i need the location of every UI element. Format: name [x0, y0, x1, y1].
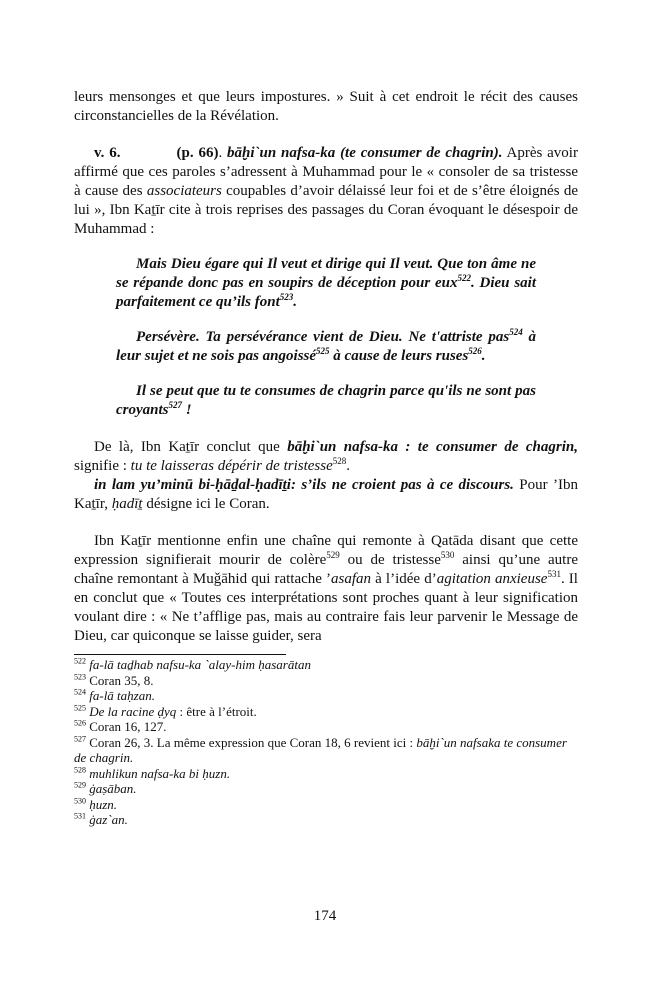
footnote-number: 523 [74, 672, 86, 682]
footnote-ref[interactable]: 531 [547, 569, 561, 579]
footnote [74, 688, 578, 704]
footnote-ref[interactable]: 526 [468, 346, 482, 356]
quote-text: . Dieu sait parfaitement ce qu’ils font [116, 275, 536, 310]
footnote [74, 657, 578, 673]
paragraph-verse-6 [74, 144, 578, 239]
quote-text: Persévère. Ta persévérance vient de Dieu. Ne t'attriste pas [136, 329, 510, 345]
paragraph-text: . [346, 458, 350, 474]
footnote-ref[interactable]: 525 [316, 346, 330, 356]
footnote-number: 527 [74, 734, 86, 744]
page-content [74, 88, 578, 828]
paragraph-text: Pour ’Ibn Kaṯīr, [74, 477, 578, 512]
quote-text: Mais Dieu égare qui Il veut et dirige qui Il veut. Que ton âme ne se répande donc pas en soupirs de déception pour eux [116, 256, 536, 291]
paragraph-text: à l’idée d’ [371, 571, 437, 587]
footnote-number: 528 [74, 765, 86, 775]
footnote-number: 525 [74, 703, 86, 713]
footnote-text: muhlikun nafsa-ka bi ḥuzn. [89, 765, 231, 781]
paragraph-text: . Il en conclut que « Toutes ces interprétations sont proches quant à leur signification voulant dire : « Ne t’afflige pas, mais au contraire fais leur parvenir le Message de Dieu, car quiconque se laisse guider, sera [74, 571, 578, 644]
footnote-text: Coran 16, 127. [89, 719, 167, 734]
paragraph-text: ainsi qu’une autre chaîne remontant à Muǧāhid qui rattache ’ [74, 552, 578, 587]
footnote [74, 673, 578, 689]
footnote-divider [74, 654, 286, 655]
gloss: tu te laisseras dépérir de tristesse [130, 458, 333, 474]
footnote-text: fa-lā taḏhab nafsu-ka `alay-him ḥasarātan [89, 657, 311, 672]
paragraph-text: ou de tristesse [339, 552, 441, 568]
footnote-text: ġaz`an. [89, 812, 128, 827]
footnote [74, 766, 578, 782]
footnote-ref[interactable]: 529 [326, 550, 340, 560]
footnote-text: Coran 35, 8. [89, 672, 154, 688]
footnote-ref[interactable]: 524 [509, 327, 523, 337]
quote-3 [116, 382, 536, 420]
footnote [74, 719, 578, 735]
footnote-number: 522 [74, 656, 86, 666]
paragraph-text: désigne ici le Coran. [142, 496, 270, 512]
verse-label: v. 6. [94, 145, 121, 161]
paragraph-text: De là, Ibn Kaṯīr conclut que [94, 439, 288, 455]
quote-text: . [481, 348, 486, 364]
footnote [74, 812, 578, 828]
associateurs-term: associateurs [146, 183, 222, 199]
quote-text: Il se peut que tu te consumes de chagrin parce qu'ils ne sont pas croyants [116, 383, 536, 418]
paragraph-text: signifie : [74, 458, 131, 474]
footnote-ref[interactable]: 522 [457, 273, 471, 283]
paragraph-1: leurs mensonges et que leurs impostures. » Suit à cet endroit le récit des causes circonstancielles de la Révélation. [74, 89, 578, 124]
separator: . [218, 145, 228, 161]
footnote-text: bāḫi`un nafsaka te consumer de chagrin. [74, 734, 567, 765]
quote-1 [116, 255, 536, 312]
quote-2 [116, 328, 536, 366]
term-agitation: agitation anxieuse [436, 571, 548, 587]
footnote-number: 526 [74, 718, 86, 728]
footnote-ref[interactable]: 527 [168, 400, 182, 410]
footnote-ref[interactable]: 523 [279, 292, 294, 302]
paragraph-text: Après avoir affirmé que ces paroles s’adressent à Muhammad pour le « consoler de sa tristesse à cause des [74, 145, 578, 199]
footnote-text: Coran 26, 3. La même expression que Coran 18, 6 revient ici : [89, 734, 417, 750]
footnote [74, 704, 578, 720]
paragraph-text: coupables d’avoir délaissé leur foi et de s’être éloignés de lui », Ibn Kaṯīr cite à trois reprises des passages du Coran évoquant le désespoir de Muhammad : [74, 183, 579, 237]
footnote-text: ġaṣāban. [89, 781, 137, 796]
footnote-text: : être à l’étroit. [176, 703, 257, 719]
footnote-number: 529 [74, 780, 86, 790]
paragraph-conclusion [74, 438, 578, 514]
page-number: 174 [313, 908, 337, 924]
verse-title: bāḫi`un nafsa-ka (te consumer de chagrin). [227, 145, 503, 161]
footnote-number: 524 [74, 687, 86, 697]
footnote [74, 797, 578, 813]
footnote-text: fa-lā taḥzan. [89, 688, 155, 703]
paragraph-text: Ibn Kaṯīr mentionne enfin une chaîne qui remonte à Qatāda disant que cette expression signifierait mourir de colère [74, 533, 578, 568]
footnote-number: 531 [74, 811, 86, 821]
term-in-lam: in lam yu’minū bi-ḥāḏal-ḥadīṯi: s’ils ne croient pas à ce discours. [94, 477, 514, 493]
term-hadit: ḥadīṯ [111, 496, 143, 512]
term-bahi: bāḫi`un nafsa-ka : te consumer de chagrin, [287, 439, 578, 455]
footnote [74, 781, 578, 797]
footnote-text: De la racine ḍyq [89, 703, 177, 719]
paragraph-final [74, 532, 578, 646]
quote-text: . [293, 294, 297, 310]
footnotes [74, 657, 578, 828]
term-asafan: asafan [331, 571, 372, 587]
footnote-ref[interactable]: 528 [332, 456, 347, 466]
footnote-ref[interactable]: 530 [440, 550, 455, 560]
footnote [74, 735, 578, 766]
page-ref: (p. 66) [176, 145, 219, 161]
quote-text: à leur sujet et ne sois pas angoissé [116, 329, 536, 364]
quote-text: à cause de leurs ruses [329, 348, 469, 364]
footnote-number: 530 [74, 796, 86, 806]
footnote-text: ḥuzn. [89, 796, 118, 812]
quote-text: ! [182, 402, 192, 418]
